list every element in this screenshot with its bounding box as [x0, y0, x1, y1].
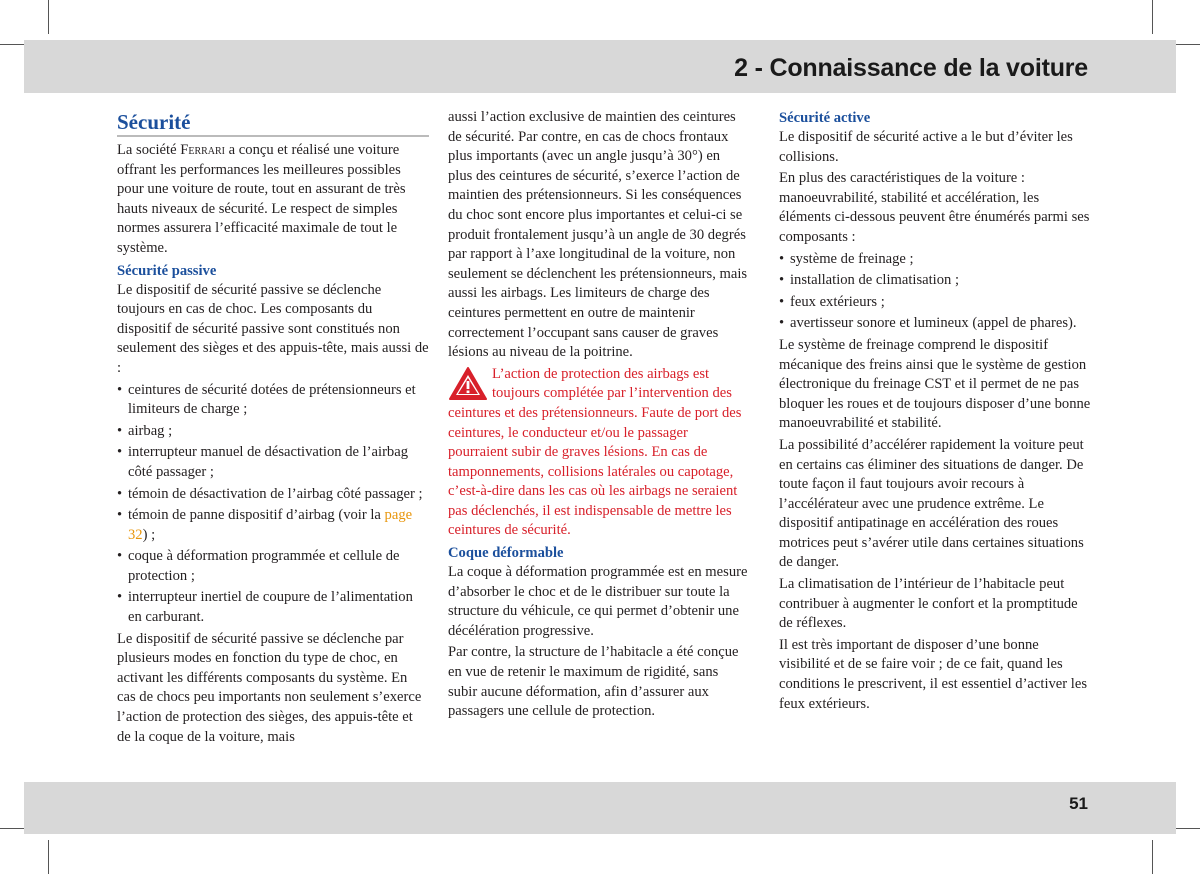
- active-paragraph-5: La climatisation de l’intérieur de l’habitacle peut contribuer à augmenter le confort et la promptitude de réflexes.: [779, 576, 1078, 632]
- subheading-coque: Coque déformable: [448, 545, 564, 562]
- active-paragraph-6: Il est très important de disposer d’une bonne visibilité et de se faire voir ; de ce fait, quand les conditions le prescrivent, il est essentiel d’activer les feux extérieurs.: [779, 636, 1087, 712]
- list-item: • témoin de panne dispositif d’airbag (voir la page 32) ;: [117, 507, 413, 543]
- active-components-list: [779, 250, 1091, 334]
- page-number: 51: [1069, 794, 1088, 813]
- column-left: [117, 108, 429, 747]
- list-item: • ceintures de sécurité dotées de prétensionneurs et limiteurs de charge ;: [117, 381, 416, 418]
- active-paragraph-2: En plus des caractéristiques de la voiture : manoeuvrabilité, stabilité et accélération, les éléments ci-dessous peuvent être énumérés parmi ses composants :: [779, 170, 1090, 245]
- active-paragraph-4: La possibilité d’accélérer rapidement la voiture peut en certains cas éliminer des situations de danger. De toute façon il faut toujours avoir recours à l’accélérateur avec une prudence extrême. Le dispositif antipatinage en accélération des roues motrices peut s’avérer utile dans certaines situations de danger.: [779, 436, 1084, 571]
- continuation-paragraph: aussi l’action exclusive de maintien des ceintures de sécurité. Par contre, en cas de chocs frontaux plus importants (avec un angle jusqu’à 30°) en plus des ceintures de sécurité, s’exerce l’action de maintien des prétensionneurs. Si les conséquences du choc sont encore plus importantes et celui-ci se produit frontalement jusqu’à un angle de 30 degrés par rapport à l’axe longitudinal de la voiture, non seulement se déclenchent les prétensionneurs, mais aussi les airbags. Les limiteurs de charge des ceintures permettent en outre de maintenir correctement l’occupant sans causer de graves lésions au niveau de la poitrine.: [448, 109, 748, 361]
- subheading-passive: Sécurité passive: [117, 262, 217, 279]
- list-item: • avertisseur sonore et lumineux (appel de phares).: [779, 315, 1077, 332]
- passive-paragraph-1: Le dispositif de sécurité passive se déclenche toujours en cas de choc. Les composants du dispositif de sécurité passive sont constitués non seulement des sièges et des appuis-tête, mais aussi de :: [117, 281, 429, 376]
- warning-text: L’action de protection des airbags est toujours complétée par l’intervention des ceintures et des prétensionneurs. Faute de port des ceintures, le conducteur et/ou le passager pourraient subir de graves lésions. En cas de tamponnements, collisions latérales ou capotage, c’est-à-dire dans les cas où les airbags ne seraient pas déclenchés, il est indispensable de mettre les ceintures de sécurité.: [448, 365, 742, 539]
- list-item: • témoin de désactivation de l’airbag côté passager ;: [117, 485, 423, 502]
- subheading-active: Sécurité active: [779, 110, 871, 126]
- list-item: • interrupteur inertiel de coupure de l’alimentation en carburant.: [117, 589, 413, 626]
- list-item: • feux extérieurs ;: [779, 293, 885, 310]
- list-item: • interrupteur manuel de désactivation de l’airbag côté passager ;: [117, 444, 409, 480]
- brand-name: Ferrari: [180, 142, 226, 158]
- coque-paragraph-1: La coque à déformation programmée est en mesure d’absorber le choc et de le distribuer sur toute la structure du véhicule, ce qui permet d’obtenir une décélération progressive.: [448, 564, 748, 639]
- crop-mark: [1152, 840, 1153, 874]
- page-link[interactable]: page 32: [128, 507, 413, 543]
- crop-mark: [48, 0, 49, 34]
- intro-paragraph: [117, 141, 429, 259]
- active-paragraph-3: Le système de freinage comprend le dispositif mécanique des freins ainsi que le système de gestion électronique du freinage CST et il permet de ne pas bloquer les roues et de toujours disposer d’une bonne manoeuvrabilité et stabilité.: [779, 336, 1091, 432]
- warning-block: [448, 365, 748, 541]
- intro-text-post: a conçu et réalisé une voiture offrant les performances les meilleures possibles pour une voiture de route, tout en assurant de très hauts niveaux de sécurité. Le respect de simples normes assurera l’efficacité maximale de tout le système.: [117, 142, 406, 256]
- list-item: • airbag ;: [117, 422, 173, 439]
- list-item: • coque à déformation programmée et cellule de protection ;: [117, 548, 400, 584]
- column-middle: [448, 108, 748, 722]
- section-heading-securite: Sécurité: [117, 110, 429, 137]
- crop-mark: [1152, 0, 1153, 34]
- warning-triangle-icon: [448, 366, 488, 402]
- list-item: • installation de climatisation ;: [779, 272, 960, 289]
- list-item: • système de freinage ;: [779, 250, 914, 267]
- footer-band: [24, 782, 1176, 834]
- column-right: [779, 108, 1091, 714]
- crop-mark: [48, 840, 49, 874]
- chapter-title: 2 - Connaissance de la voiture: [734, 54, 1088, 82]
- active-paragraph-1: Le dispositif de sécurité active a le but d’éviter les collisions.: [779, 129, 1073, 165]
- passive-paragraph-2: Le dispositif de sécurité passive se déclenche par plusieurs modes en fonction du type de choc, en activant les différents composants du système. En cas de chocs peu importants non seulement s’exerce l’action de protection des sièges, des appuis-tête et de la coque de la voiture, mais: [117, 630, 422, 745]
- coque-paragraph-2: Par contre, la structure de l’habitacle a été conçue en vue de retenir le maximum de rigidité, sans subir aucune déformation, afin d’assurer aux passagers une cellule de protection.: [448, 644, 739, 720]
- intro-text-pre: La société: [117, 142, 181, 158]
- passive-components-list: [117, 381, 429, 628]
